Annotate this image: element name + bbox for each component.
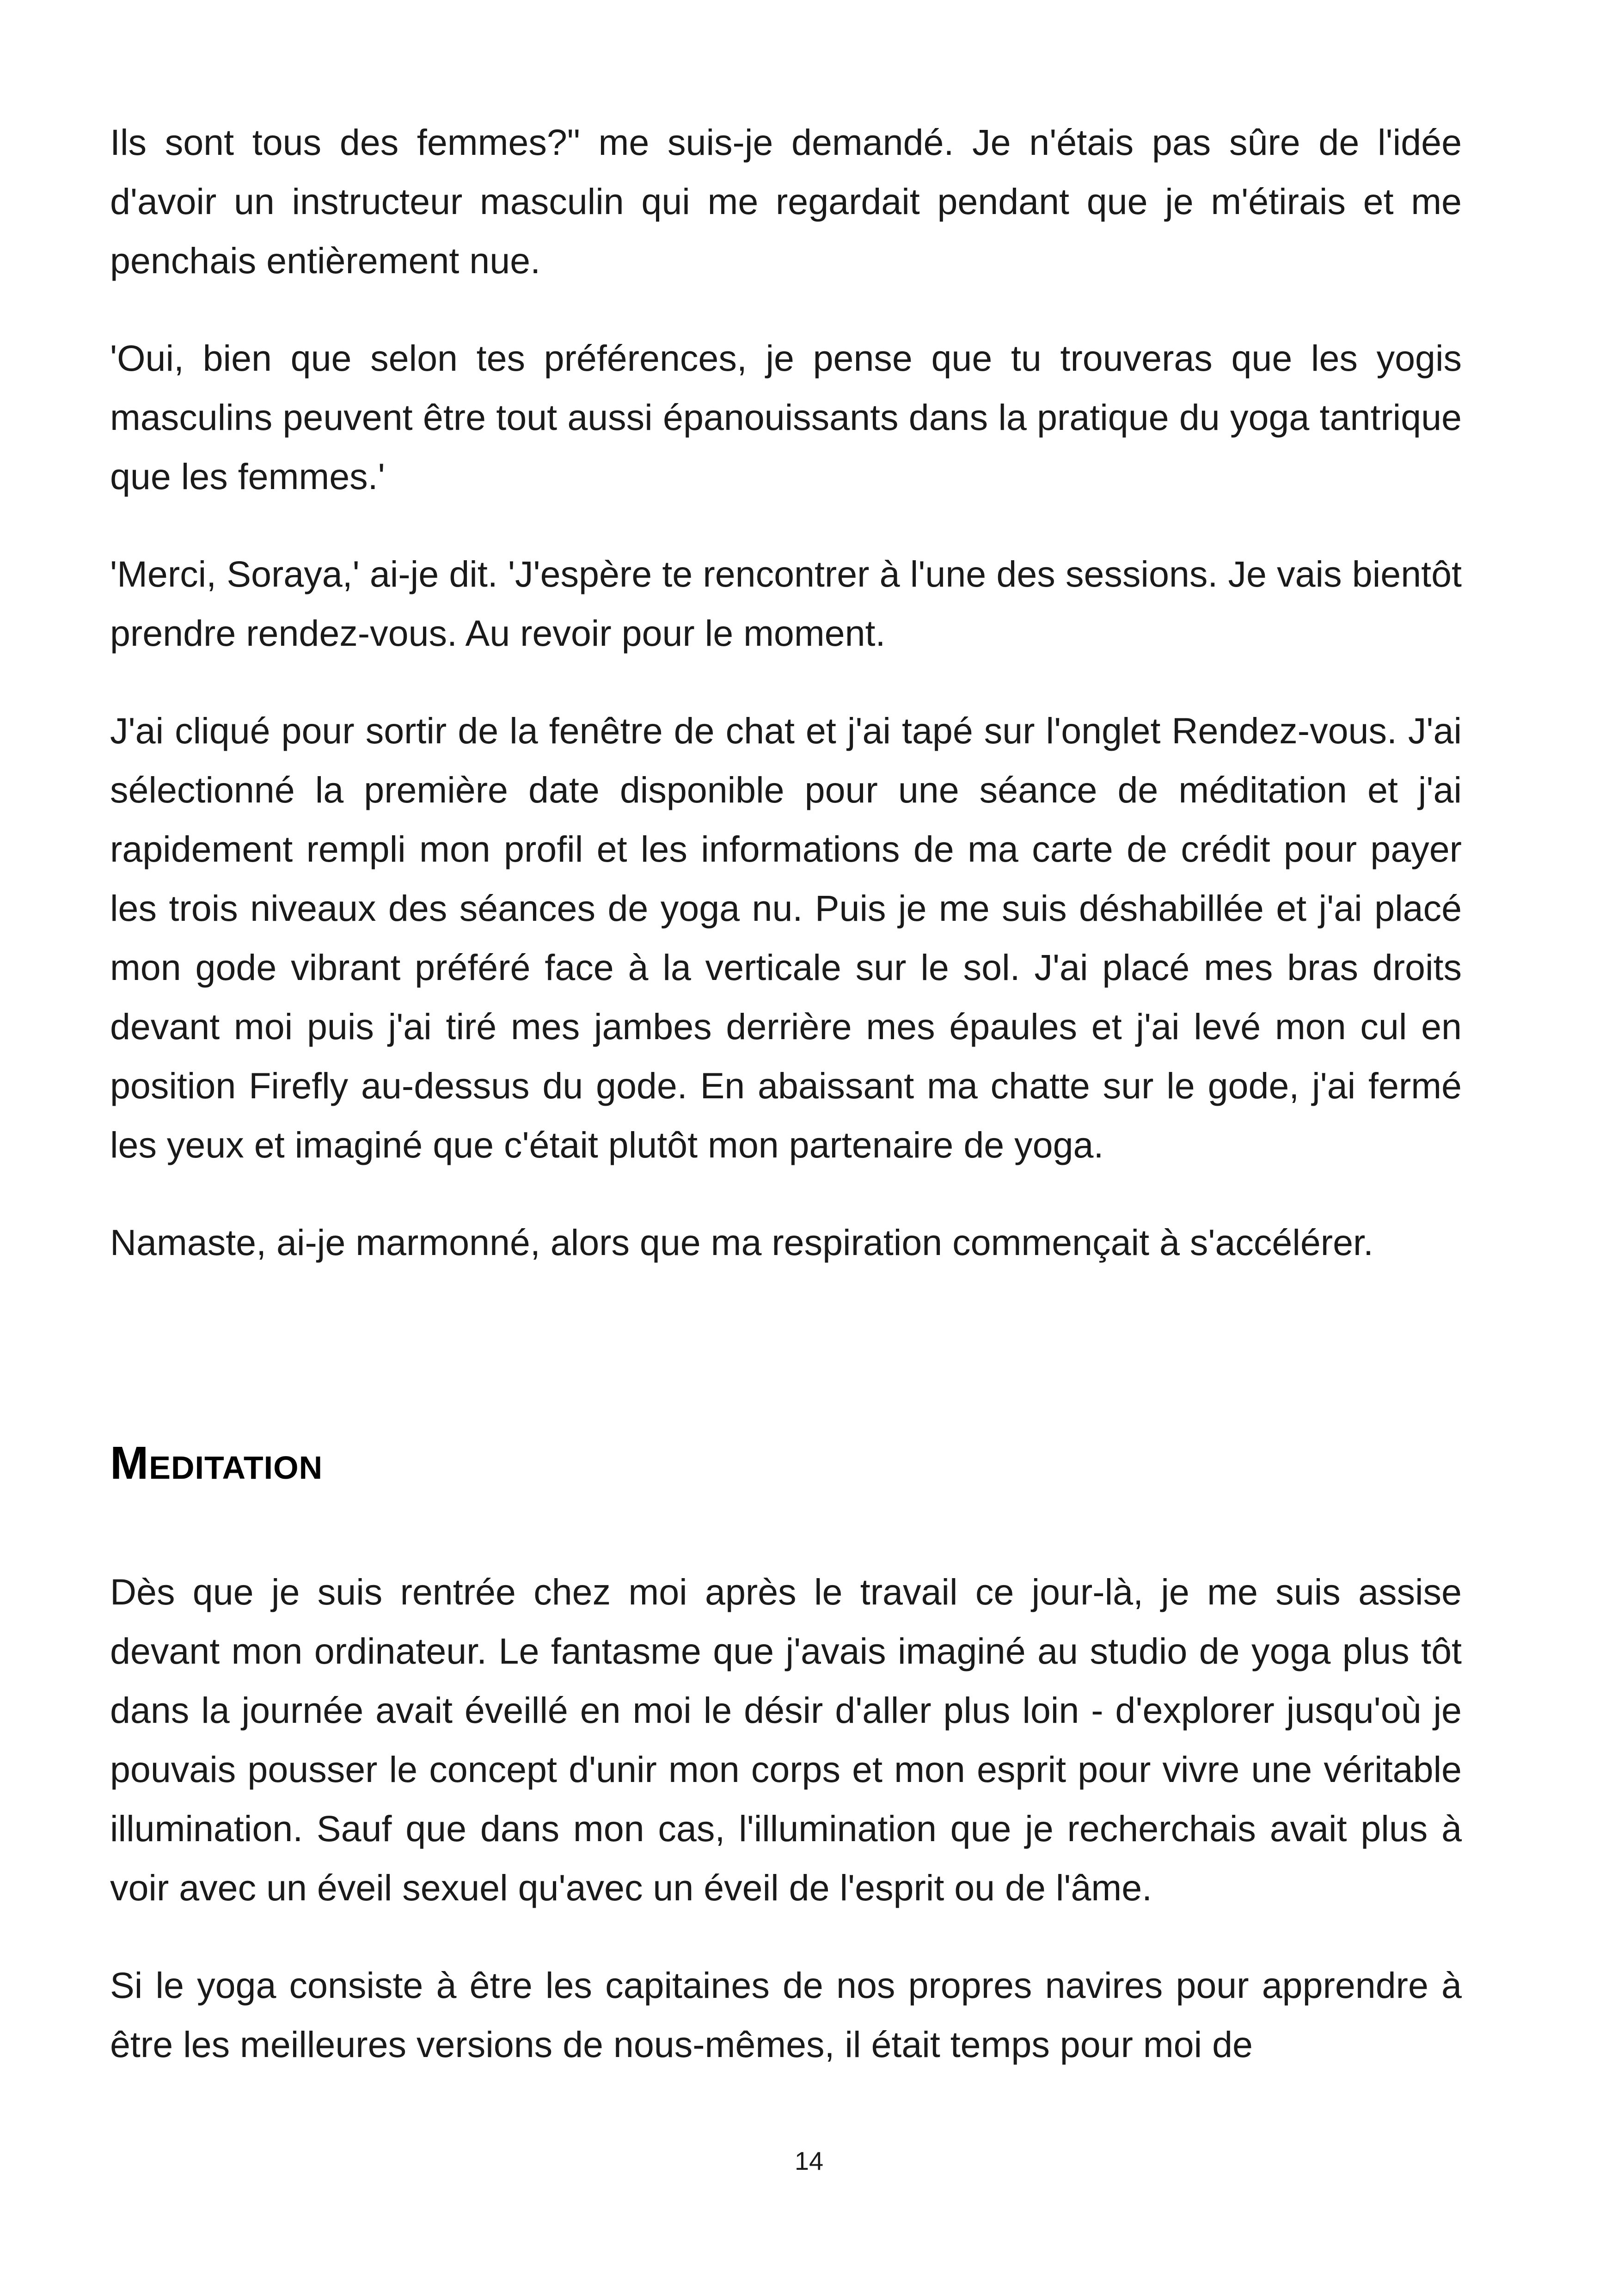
paragraph-4: J'ai cliqué pour sortir de la fenêtre de chat et j'ai tapé sur l'onglet Rendez-vous. J'ai sélectionné la première date disponible pour une séance de méditation et j'ai rapidement rempli mon profil et les informations de ma carte de crédit pour payer les trois niveaux des séances de yoga nu. Puis je me suis déshabillée et j'ai placé mon gode vibrant préféré face à la verticale sur le sol. J'ai placé mes bras droits devant moi puis j'ai tiré mes jambes derrière mes épaules et j'ai levé mon cul en position Firefly au-dessus du gode. En abaissant ma chatte sur le gode, j'ai fermé les yeux et imaginé que c'était plutôt mon partenaire de yoga. — [110, 710, 1462, 1165]
bottom-text-block — [110, 1562, 1462, 2074]
paragraph-2: 'Oui, bien que selon tes préférences, je pense que tu trouveras que les yogis masculins peuvent être tout aussi épanouissants dans la pratique du yoga tantrique que les femmes.' — [110, 337, 1462, 497]
paragraph-5: Namaste, ai-je marmonné, alors que ma respiration commençait à s'accélérer. — [110, 1222, 1373, 1263]
section-heading: Meditation — [110, 1437, 323, 1489]
paragraph-3: 'Merci, Soraya,' ai-je dit. 'J'espère te rencontrer à l'une des sessions. Je vais bientôt prendre rendez-vous. Au revoir pour le moment. — [110, 553, 1462, 654]
top-text-block — [110, 113, 1462, 1272]
page-number: 14 — [794, 2146, 824, 2175]
paragraph-1: Ils sont tous des femmes?" me suis-je demandé. Je n'étais pas sûre de l'idée d'avoir un instructeur masculin qui me regardait pendant que je m'étirais et me penchais entièrement nue. — [110, 122, 1462, 281]
paragraph-7: Si le yoga consiste à être les capitaines de nos propres navires pour apprendre à être les meilleures versions de nous-mêmes, il était temps pour moi de — [110, 1965, 1462, 2065]
paragraph-6: Dès que je suis rentrée chez moi après le travail ce jour-là, je me suis assise devant mon ordinateur. Le fantasme que j'avais imaginé au studio de yoga plus tôt dans la journée avait éveillé en moi le désir d'aller plus loin - d'explorer jusqu'où je pouvais pousser le concept d'unir mon corps et mon esprit pour vivre une véritable illumination. Sauf que dans mon cas, l'illumination que je recherchais avait plus à voir avec un éveil sexuel qu'avec un éveil de l'esprit ou de l'âme. — [110, 1571, 1462, 1908]
